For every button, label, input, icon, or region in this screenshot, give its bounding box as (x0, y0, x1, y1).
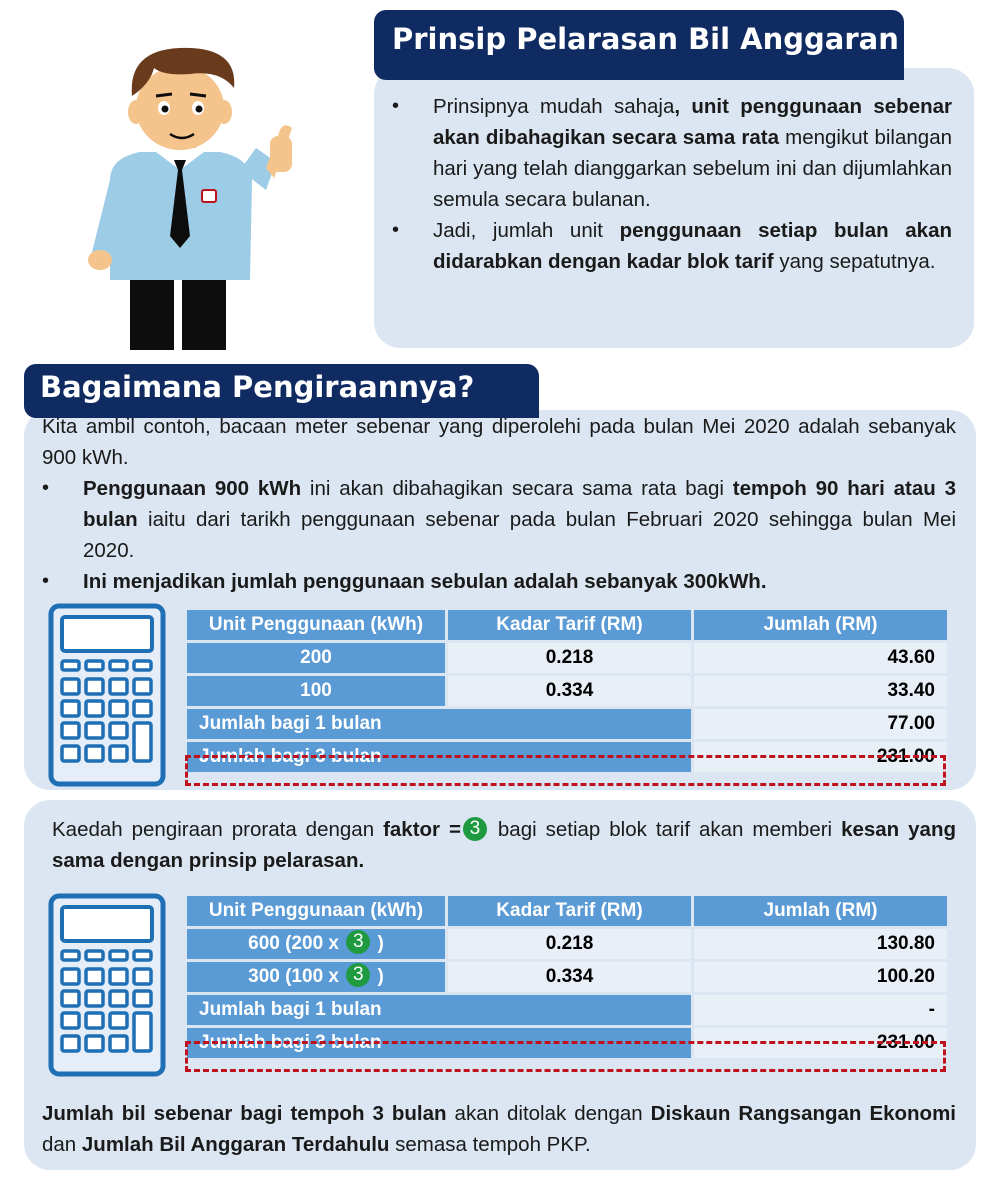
total-1-month-label: Jumlah bagi 1 bulan (187, 709, 691, 739)
prorata-footer: Jumlah bil sebenar bagi tempoh 3 bulan akan ditolak dengan Diskaun Rangsangan Ekonomi dan Jumlah Bil Anggaran Terdahulu semasa tempoh PKP. (42, 1102, 957, 1156)
total-1-month-value: 77.00 (694, 709, 947, 739)
calculation-bullet-1: • Penggunaan 900 kWh ini akan dibahagikan secara sama rata bagi tempoh 90 hari atau 3 bulan iaitu dari tarikh penggunaan sebenar pada bulan Februari 2020 sehingga bulan Mei 2020. (42, 473, 956, 566)
table-header-row (187, 896, 947, 926)
total-1-month-row (187, 995, 947, 1025)
cell-unit: 100 (187, 676, 445, 706)
cell-amount: 33.40 (694, 676, 947, 706)
cell-rate: 0.334 (448, 962, 691, 992)
header-amount: Jumlah (RM) (694, 610, 947, 640)
cell-unit: 600 (200 x 3 ) (187, 929, 445, 959)
cell-amount: 130.80 (694, 929, 947, 959)
total-3-month-value: 231.00 (694, 1028, 947, 1058)
total-3-month-label: Jumlah bagi 3 bulan (187, 1028, 691, 1058)
cell-unit: 200 (187, 643, 445, 673)
tariff-table-1 (184, 607, 950, 775)
principle-bullet-1: • Prinsipnya mudah sahaja, unit penggunaan sebenar akan dibahagikan secara sama rata mengikut bilangan hari yang telah dianggarkan sebelum ini dan dijumlahkan semula secara bulanan. (392, 91, 952, 215)
header-unit: Unit Penggunaan (kWh) (187, 896, 445, 926)
calculator-icon (48, 603, 166, 787)
highlight-box (185, 755, 946, 786)
cartoon-man-illustration (70, 40, 300, 350)
header-rate: Kadar Tarif (RM) (448, 610, 691, 640)
header-amount: Jumlah (RM) (694, 896, 947, 926)
header-unit: Unit Penggunaan (kWh) (187, 610, 445, 640)
principle-bullet-2: • Jadi, jumlah unit penggunaan setiap bulan akan didarabkan dengan kadar blok tarif yang sepatutnya. (392, 215, 952, 277)
total-1-month-row (187, 709, 947, 739)
prorata-intro: Kaedah pengiraan prorata dengan faktor = 3 bagi setiap blok tarif akan memberi kesan yang sama dengan prinsip pelarasan. (52, 817, 957, 872)
calculation-title: Bagaimana Pengiraannya? (24, 364, 539, 418)
total-1-month-label: Jumlah bagi 1 bulan (187, 995, 691, 1025)
factor-badge: 3 (346, 930, 370, 954)
header-rate: Kadar Tarif (RM) (448, 896, 691, 926)
table-row (187, 676, 947, 706)
cell-unit: 300 (100 x 3 ) (187, 962, 445, 992)
principle-bullets (392, 91, 952, 277)
table-row (187, 929, 947, 959)
table-header-row (187, 610, 947, 640)
total-3-month-label: Jumlah bagi 3 bulan (187, 742, 691, 772)
cell-rate: 0.218 (448, 643, 691, 673)
calculation-bullets (42, 473, 956, 597)
cell-rate: 0.218 (448, 929, 691, 959)
cell-rate: 0.334 (448, 676, 691, 706)
total-1-month-value: - (694, 995, 947, 1025)
highlight-box (185, 1041, 946, 1072)
cell-amount: 43.60 (694, 643, 947, 673)
calculator-icon (48, 893, 166, 1077)
principle-title: Prinsip Pelarasan Bil Anggaran (374, 10, 904, 80)
table-row (187, 643, 947, 673)
calculation-intro: Kita ambil contoh, bacaan meter sebenar yang diperolehi pada bulan Mei 2020 adalah sebanyak 900 kWh. (42, 415, 956, 469)
table-row (187, 962, 947, 992)
total-3-month-value: 231.00 (694, 742, 947, 772)
calculation-bullet-2: • Ini menjadikan jumlah penggunaan sebulan adalah sebanyak 300kWh. (42, 566, 956, 597)
factor-badge: 3 (346, 963, 370, 987)
factor-badge: 3 (463, 817, 487, 841)
cell-amount: 100.20 (694, 962, 947, 992)
tariff-table-2 (184, 893, 950, 1061)
